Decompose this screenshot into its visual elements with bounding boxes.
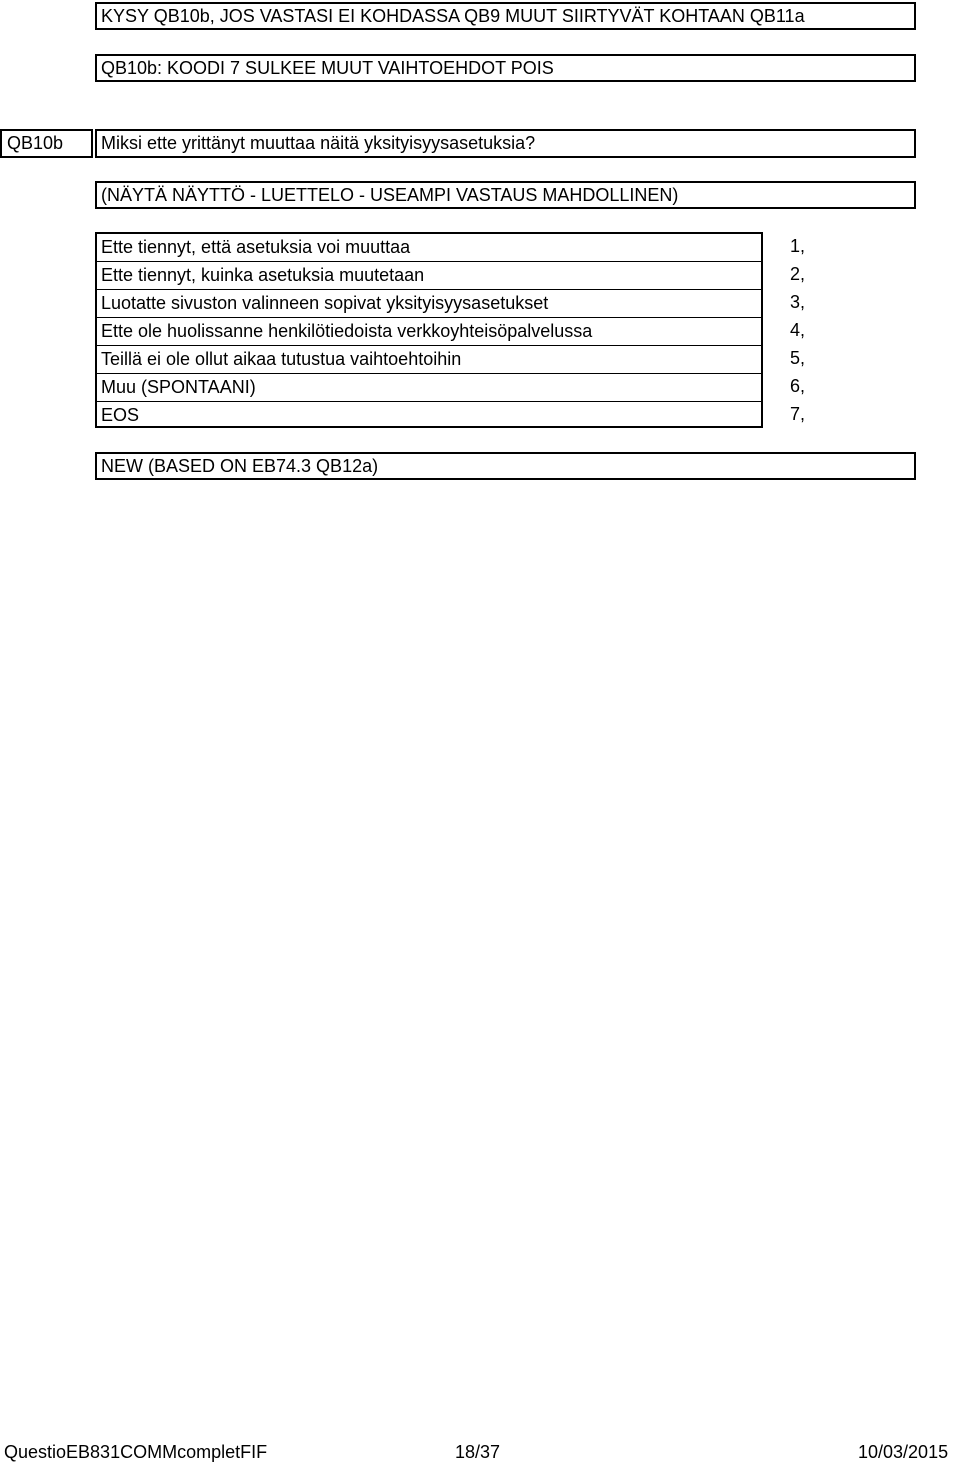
footer-page-number: 18/37 [455, 1442, 501, 1462]
answer-option-label: Ette tiennyt, että asetuksia voi muuttaa [97, 234, 761, 262]
source-note: NEW (BASED ON EB74.3 QB12a) [95, 452, 916, 480]
answer-option-label: EOS [101, 405, 140, 425]
footer-document-name: QuestioEB831COMMcompletFIF [4, 1442, 268, 1462]
answer-option-code: 3, [790, 292, 806, 312]
exclusive-code-instruction: QB10b: KOODI 7 SULKEE MUUT VAIHTOEHDOT POIS [95, 54, 916, 82]
answer-option-code: 4, [790, 320, 806, 340]
answer-codes-column [790, 232, 830, 428]
answer-option-code: 6, [790, 376, 806, 396]
question-text: Miksi ette yrittänyt muuttaa näitä yksityisyysasetuksia? [95, 129, 916, 158]
answer-option-code: 7, [790, 404, 806, 424]
answer-options-list [95, 232, 763, 428]
answer-option-label: Ette tiennyt, kuinka asetuksia muutetaan [97, 262, 761, 290]
answer-option-label: Teillä ei ole ollut aikaa tutustua vaihtoehtoihin [97, 346, 761, 374]
answer-option-label: Ette ole huolissanne henkilötiedoista verkkoyhteisöpalvelussa [97, 318, 761, 346]
answer-option-code: 1, [790, 236, 806, 256]
question-code: QB10b [0, 129, 93, 158]
answer-option-label: Muu (SPONTAANI) [97, 374, 761, 402]
footer-date: 10/03/2015 [858, 1442, 949, 1462]
routing-instruction: KYSY QB10b, JOS VASTASI EI KOHDASSA QB9 MUUT SIIRTYVÄT KOHTAAN QB11a [95, 2, 916, 30]
answer-option-code: 5, [790, 348, 806, 368]
answer-option-code: 2, [790, 264, 806, 284]
answer-option-label: Luotatte sivuston valinneen sopivat yksityisyysasetukset [97, 290, 761, 318]
display-instruction: (NÄYTÄ NÄYTTÖ - LUETTELO - USEAMPI VASTAUS MAHDOLLINEN) [95, 181, 916, 209]
